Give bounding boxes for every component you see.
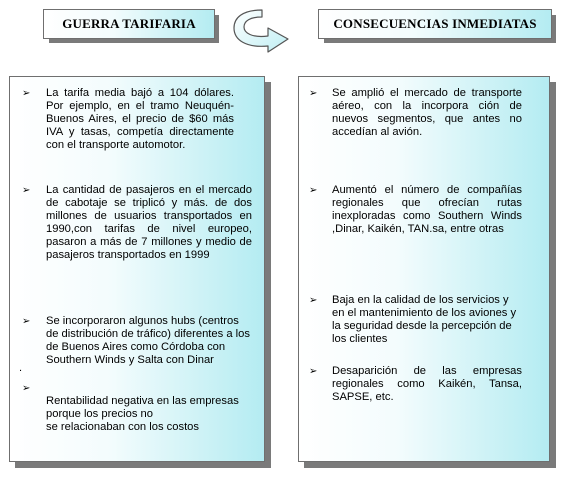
header-left-label: GUERRA TARIFARIA	[62, 16, 196, 31]
right-item-3-text: Baja en la calidad de los servicios y en el mantenimiento de los aviones y la seguridad desde la percepción de los clientes	[332, 294, 517, 346]
bullet-icon: ➢	[22, 88, 31, 99]
bullet-icon: ➢	[309, 366, 318, 377]
left-item-1	[46, 87, 234, 152]
header-consecuencias-inmediatas	[318, 9, 552, 39]
left-item-4-text: Rentabilidad negativa en las empresas porque los precios no se relacionaban con los costos	[46, 395, 239, 434]
bullet-icon: ➢	[22, 316, 31, 327]
left-item-4	[46, 382, 256, 447]
right-item-2-text: Aumentó el número de compañías regionales que ofrecían rutas inexploradas como Southern Winds ,Dinar, Kaikén, TAN.sa, entre otras	[332, 184, 522, 236]
left-item-2	[46, 184, 252, 263]
right-item-4-text: Desaparición de las empresas regionales como Kaikén, Tansa, SAPSE, etc.	[332, 365, 522, 404]
right-item-3	[332, 294, 524, 346]
left-item-2-text: La cantidad de pasajeros en el mercado de cabotaje se triplicó y más. de dos millones de usuarios transportados en 1990,con tarifas de nivel europeo, pasaron a más de 7 millones y medio de pasajeros transportados en 1999	[46, 184, 252, 262]
left-item-1-text: La tarifa media bajó a 104 dólares. Por ejemplo, en el tramo Neuquén-Buenos Aires, el precio de $60 más IVA y tasas, competía directamente con el transporte automotor.	[46, 87, 234, 152]
right-item-1	[332, 87, 522, 139]
bullet-icon: ➢	[309, 88, 318, 99]
bullet-icon: ➢	[22, 185, 31, 196]
header-right-label: CONSECUENCIAS INMEDIATAS	[333, 16, 537, 31]
stray-mark: .	[19, 362, 23, 374]
bullet-icon: ➢	[309, 295, 318, 306]
bullet-icon: ➢	[309, 185, 318, 196]
bullet-icon: ➢	[22, 383, 31, 394]
right-item-4	[332, 365, 522, 404]
right-item-2	[332, 184, 522, 236]
left-item-3	[46, 315, 252, 367]
curved-arrow-icon	[232, 6, 292, 56]
right-item-1-text: Se amplió el mercado de transporte aéreo, con la incorpora ción de nuevos segmentos, que antes no accedían al avión.	[332, 87, 522, 139]
header-guerra-tarifaria	[43, 9, 215, 39]
left-item-3-text: Se incorporaron algunos hubs (centros de distribución de tráfico) diferentes a los de Buenos Aires como Córdoba con Southern Winds y Salta con Dinar	[46, 315, 250, 367]
